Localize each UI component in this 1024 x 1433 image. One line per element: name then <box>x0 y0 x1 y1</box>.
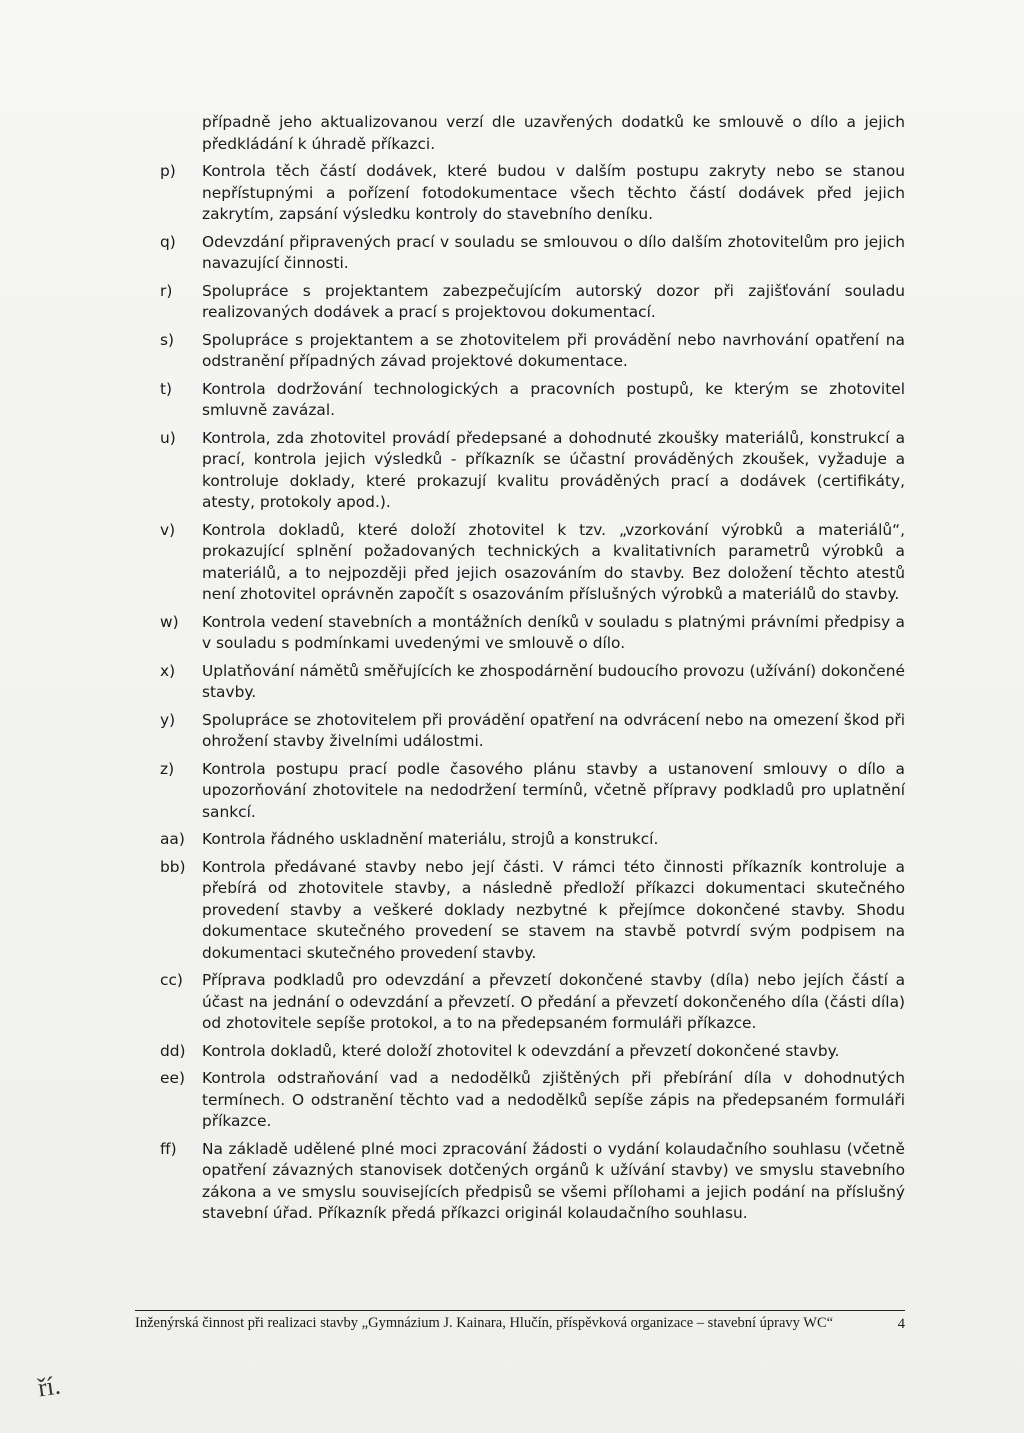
list-item <box>160 161 905 226</box>
list-item-text: Kontrola dokladů, které doloží zhotovitel k odevzdání a převzetí dokončené stavby. <box>202 1041 840 1060</box>
list-item <box>160 428 905 514</box>
list-item-text: Uplatňování námětů směřujících ke zhospodárnění budoucího provozu (užívání) dokončené stavby. <box>202 661 905 701</box>
handwritten-initials: ří. <box>36 1370 63 1403</box>
list-item-text: Spolupráce se zhotovitelem při provádění opatření na odvrácení nebo na omezení škod při ohrožení stavby živelními událostmi. <box>202 710 905 750</box>
list-item-text: Kontrola dokladů, které doloží zhotovitel k tzv. „vzorkování výrobků a materiálů“, prokazující splnění požadovaných technických a kvalitativních parametrů výrobků a materiálů, a to nejpozději před jejich osazováním do stavby. Bez doložení těchto atestů není zhotovitel oprávněn započít s osazováním příslušných výrobků a materiálů do stavby. <box>202 520 905 603</box>
list-item-marker: q) <box>160 232 176 251</box>
list-item <box>160 1068 905 1133</box>
list-item-text: Na základě udělené plné moci zpracování žádosti o vydání kolaudačního souhlasu (včetně opatření závazných stanovisek dotčených orgánů k užívání stavby) ve smyslu stavebního zákona a ve smyslu souvisejících předpisů se všemi přílohami a jejich podání na příslušný stavební úřad. Příkazník předá příkazci originál kolaudačního souhlasu. <box>202 1139 905 1222</box>
list-item <box>160 1041 905 1063</box>
list-item-text: Kontrola postupu prací podle časového plánu stavby a ustanovení smlouvy o dílo a upozorňování zhotovitele na nedodržení termínů, včetně přípravy podkladů pro uplatnění sankcí. <box>202 759 905 821</box>
page-number: 4 <box>897 1316 905 1332</box>
list-item-text: Spolupráce s projektantem zabezpečujícím autorský dozor při zajišťování souladu realizovaných dodávek a prací s projektovou dokumentací. <box>202 281 905 321</box>
list-item <box>160 661 905 704</box>
page-footer <box>135 1310 905 1332</box>
list-item-text: Kontrola dodržování technologických a pracovních postupů, ke kterým se zhotovitel smluvně zavázal. <box>202 379 905 419</box>
list-item-text: Kontrola vedení stavebních a montážních deníků v souladu s platnými právními předpisy a v souladu s podmínkami uvedenými ve smlouvě o dílo. <box>202 612 905 652</box>
list-item-marker: bb) <box>160 857 186 876</box>
list-item-text: Kontrola těch částí dodávek, které budou v dalším postupu zakryty nebo se stanou nepřístupnými a pořízení fotodokumentace všech těchto částí dodávek před jejich zakrytím, zapsání výsledku kontroly do stavebního deníku. <box>202 162 905 223</box>
list-item <box>160 330 905 373</box>
list-item-marker: s) <box>160 330 175 349</box>
list-item-marker: z) <box>160 759 175 778</box>
list-item-text: Kontrola odstraňování vad a nedodělků zjištěných při přebírání díla v dohodnutých termínech. O odstranění těchto vad a nedodělků sepíše zápis na předepsaném formuláři příkazce. <box>202 1069 905 1130</box>
list-item <box>160 281 905 324</box>
list-item-text: Kontrola, zda zhotovitel provádí předepsané a dohodnuté zkoušky materiálů, konstrukcí a prací, kontrola jejich výsledků - příkazník se účastní prováděných zkoušek, vyžaduje a kontroluje doklady, které prokazují kvalitu prováděných prací a dodávek (certifikáty, atesty, protokoly apod.). <box>202 428 905 511</box>
list-item-marker: aa) <box>160 830 185 848</box>
list-item-marker: u) <box>160 428 176 447</box>
list-item-text: Kontrola řádného uskladnění materiálu, strojů a konstrukcí. <box>202 830 659 848</box>
list-item-marker: r) <box>160 281 173 300</box>
list-item-marker: v) <box>160 520 176 539</box>
list-item-marker: w) <box>160 612 179 631</box>
list-item <box>160 1139 905 1225</box>
list-item-marker: cc) <box>160 971 183 989</box>
list-item <box>160 829 905 851</box>
list-item <box>160 759 905 824</box>
list-item-marker: p) <box>160 162 176 180</box>
list-item-marker: dd) <box>160 1041 186 1060</box>
list-item <box>160 379 905 422</box>
list-item-marker: y) <box>160 710 176 729</box>
list-item-text: Příprava podkladů pro odevzdání a převzetí dokončené stavby (díla) nebo jejích částí a účast na jednání o odevzdání a převzetí. O předání a převzetí dokončeného díla (části díla) od zhotovitele sepíše protokol, a to na předepsaném formuláři příkazce. <box>202 971 905 1032</box>
list-item <box>160 970 905 1035</box>
list-item <box>160 612 905 655</box>
document-body <box>160 112 905 1231</box>
list-item-text: Kontrola předávané stavby nebo její části. V rámci této činnosti příkazník kontroluje a přebírá od zhotovitele stavby, a následně předloží příkazci dokumentaci skutečného provedení stavby a veškeré doklady nezbytné k přejímce dokončené stavby. Shodu dokumentace skutečného provedení se stavem na stavbě potvrdí svým podpisem na dokumentaci skutečného provedení stavby. <box>202 857 905 962</box>
list-item <box>160 710 905 753</box>
list-item-marker: ff) <box>160 1139 177 1158</box>
intro-paragraph: případně jeho aktualizovanou verzí dle uzavřených dodatků ke smlouvě o dílo a jejich předkládání k úhradě příkazci. <box>202 113 905 153</box>
list-item-marker: ee) <box>160 1069 185 1087</box>
list-item <box>160 520 905 606</box>
list-item <box>160 857 905 965</box>
task-list <box>160 161 905 1225</box>
list-item-marker: t) <box>160 379 173 398</box>
list-item-text: Odevzdání připravených prací v souladu se smlouvou o dílo dalším zhotovitelům pro jejich navazující činnosti. <box>202 232 905 272</box>
list-item <box>160 232 905 275</box>
footer-text: Inženýrská činnost při realizaci stavby „Gymnázium J. Kainara, Hlučín, příspěvková organizace – stavební úpravy WC“ <box>135 1315 834 1331</box>
list-item-text: Spolupráce s projektantem a se zhotovitelem při provádění nebo navrhování opatření na odstranění případných závad projektové dokumentace. <box>202 330 905 370</box>
list-item-marker: x) <box>160 661 176 680</box>
